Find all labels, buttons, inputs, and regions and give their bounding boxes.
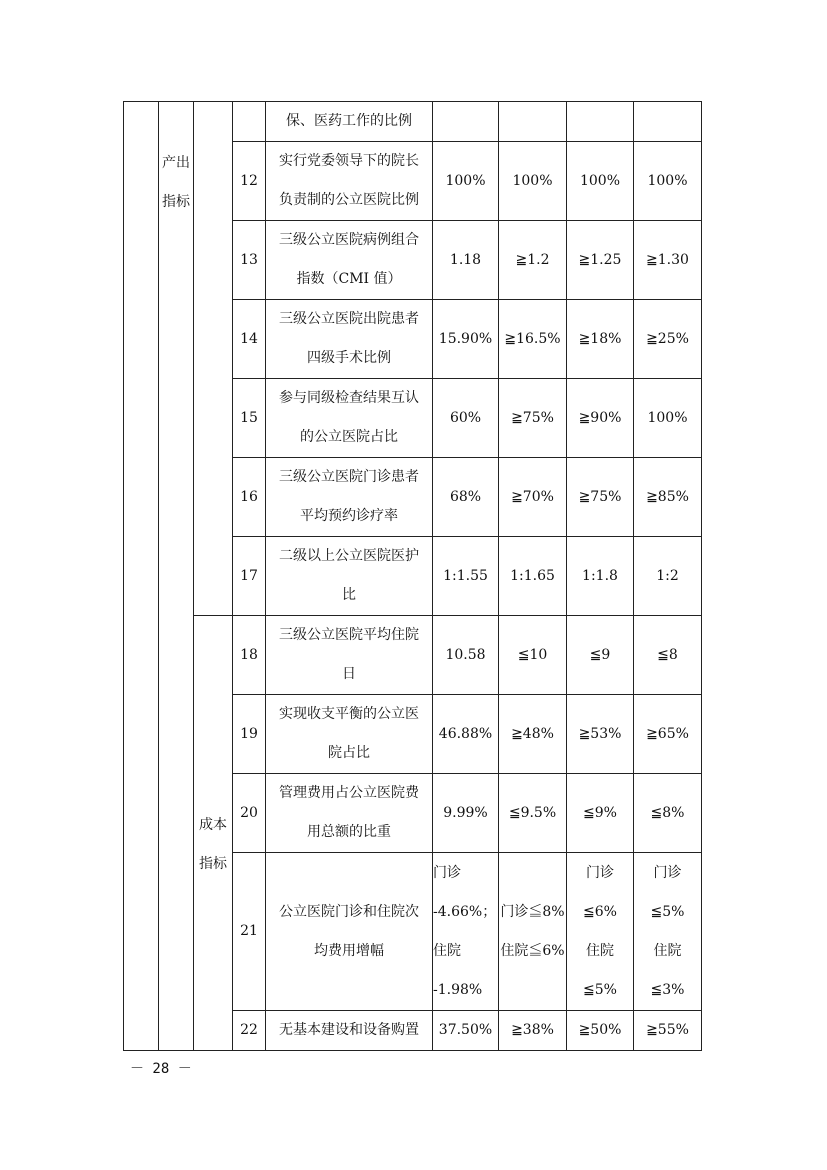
value-cell: 1:1.65: [499, 537, 567, 616]
row-number: 15: [233, 379, 266, 458]
value-cell: 15.90%: [433, 300, 499, 379]
value-cell: ≦9%: [567, 774, 634, 853]
value-cell: ≧18%: [567, 300, 634, 379]
value-cell: ≦9: [567, 616, 634, 695]
indicator-name: [266, 537, 433, 616]
value-cell: ≦10: [499, 616, 567, 695]
value-line: 门诊: [586, 864, 614, 881]
value-line: ≦5%: [583, 981, 617, 998]
value-cell: ≦8%: [634, 774, 702, 853]
indicator-name: [266, 300, 433, 379]
output-category-cell: [159, 102, 194, 1051]
value-cell: [499, 102, 567, 142]
value-line: 门诊: [433, 864, 461, 881]
indicator-name: 保、医药工作的比例: [266, 102, 433, 142]
indicator-name-line: 参与同级检查结果互认: [279, 390, 419, 406]
indicator-name-line: 的公立医院占比: [300, 429, 398, 445]
value-line: 住院: [653, 942, 682, 959]
indicator-name-line: 用总额的比重: [307, 824, 391, 840]
value-cell: ≧55%: [634, 1011, 702, 1051]
value-cell: 46.88%: [433, 695, 499, 774]
value-cell: ≧1.25: [567, 221, 634, 300]
indicator-name-line: 公立医院门诊和住院次: [279, 903, 419, 920]
value-line: 住院≦6%: [500, 942, 565, 959]
value-cell: [567, 102, 634, 142]
indicator-name: 无基本建设和设备购置: [266, 1011, 433, 1051]
value-cell: [433, 102, 499, 142]
value-cell: 9.99%: [433, 774, 499, 853]
row-number: 13: [233, 221, 266, 300]
output-category-line: 产出: [162, 155, 190, 171]
indicator-name: [266, 142, 433, 221]
indicator-name: [266, 616, 433, 695]
indicator-name: [266, 221, 433, 300]
value-line: 住院: [433, 942, 461, 959]
value-cell: ≧53%: [567, 695, 634, 774]
value-line: -4.66%；: [433, 903, 497, 920]
indicator-name-line: 三级公立医院病例组合: [279, 232, 419, 248]
output-category-line: 指标: [162, 194, 190, 210]
value-line: 门诊: [653, 864, 682, 881]
value-cell: 100%: [634, 142, 702, 221]
table-row: [124, 616, 702, 695]
value-cell: 100%: [499, 142, 567, 221]
value-line: 门诊≦8%: [500, 903, 565, 920]
indicator-name-line: 实行党委领导下的院长: [279, 153, 419, 169]
row-number: 17: [233, 537, 266, 616]
value-cell: 1:1.55: [433, 537, 499, 616]
value-cell: 100%: [634, 379, 702, 458]
indicator-name-line: 均费用增幅: [314, 942, 384, 959]
row-number: 18: [233, 616, 266, 695]
value-cell: 1.18: [433, 221, 499, 300]
indicator-name: [266, 695, 433, 774]
cost-category-line: 指标: [199, 856, 227, 872]
indicator-name-line: 三级公立医院平均住院: [279, 627, 419, 643]
value-cell: ≧75%: [567, 458, 634, 537]
value-cell: [634, 102, 702, 142]
indicator-name: [266, 458, 433, 537]
indicator-name: [266, 379, 433, 458]
indicator-table: [123, 101, 702, 1051]
row-number: 14: [233, 300, 266, 379]
value-cell: ≧25%: [634, 300, 702, 379]
row-number: 19: [233, 695, 266, 774]
indicator-name-line: 四级手术比例: [307, 350, 391, 366]
value-cell: 68%: [433, 458, 499, 537]
indicator-name-line: 管理费用占公立医院费: [279, 785, 419, 801]
value-cell: ≧75%: [499, 379, 567, 458]
cost-category-cell: [194, 616, 233, 1051]
indicator-name-line: 指数（CMI 值）: [296, 271, 402, 287]
value-cell: 10.58: [433, 616, 499, 695]
value-line: ≦5%: [650, 903, 685, 920]
value-cell: ≦8: [634, 616, 702, 695]
value-cell: ≧16.5%: [499, 300, 567, 379]
indicator-name-line: 比: [342, 587, 356, 603]
indicator-name-line: 二级以上公立医院医护: [279, 548, 419, 564]
value-cell: ≧65%: [634, 695, 702, 774]
value-cell: [433, 853, 499, 1011]
row-number: [233, 102, 266, 142]
level1-category-cell: [124, 102, 159, 1051]
value-cell: ≧1.2: [499, 221, 567, 300]
indicator-name-line: 三级公立医院出院患者: [279, 311, 419, 327]
value-cell: ≧38%: [499, 1011, 567, 1051]
value-cell: 1:2: [634, 537, 702, 616]
page-number: － 28 －: [130, 1061, 192, 1077]
value-cell: [567, 853, 634, 1011]
value-line: -1.98%: [433, 981, 483, 998]
row-number: 12: [233, 142, 266, 221]
value-cell: 37.50%: [433, 1011, 499, 1051]
subcategory-cell: [194, 102, 233, 616]
value-cell: 60%: [433, 379, 499, 458]
cost-category-line: 成本: [199, 817, 227, 833]
value-cell: 100%: [433, 142, 499, 221]
value-cell: ≧90%: [567, 379, 634, 458]
value-cell: [499, 853, 567, 1011]
row-number: 16: [233, 458, 266, 537]
value-cell: ≦9.5%: [499, 774, 567, 853]
indicator-name-line: 日: [342, 666, 356, 682]
value-cell: [634, 853, 702, 1011]
value-cell: ≧70%: [499, 458, 567, 537]
indicator-name-line: 三级公立医院门诊患者: [279, 469, 419, 485]
indicator-name-line: 实现收支平衡的公立医: [279, 706, 419, 722]
row-number: 21: [233, 853, 266, 1011]
row-number: 20: [233, 774, 266, 853]
indicator-name-line: 平均预约诊疗率: [300, 508, 398, 524]
value-cell: 100%: [567, 142, 634, 221]
value-cell: ≧1.30: [634, 221, 702, 300]
indicator-name-line: 院占比: [328, 745, 370, 761]
value-line: 住院: [586, 942, 614, 959]
indicator-name-line: 负责制的公立医院比例: [279, 192, 419, 208]
indicator-name: [266, 853, 433, 1011]
row-number: 22: [233, 1011, 266, 1051]
value-cell: ≧85%: [634, 458, 702, 537]
value-cell: 1:1.8: [567, 537, 634, 616]
value-line: ≦6%: [583, 903, 617, 920]
table-row: [124, 102, 702, 142]
indicator-name: [266, 774, 433, 853]
value-line: ≦3%: [650, 981, 685, 998]
value-cell: ≧48%: [499, 695, 567, 774]
value-cell: ≧50%: [567, 1011, 634, 1051]
